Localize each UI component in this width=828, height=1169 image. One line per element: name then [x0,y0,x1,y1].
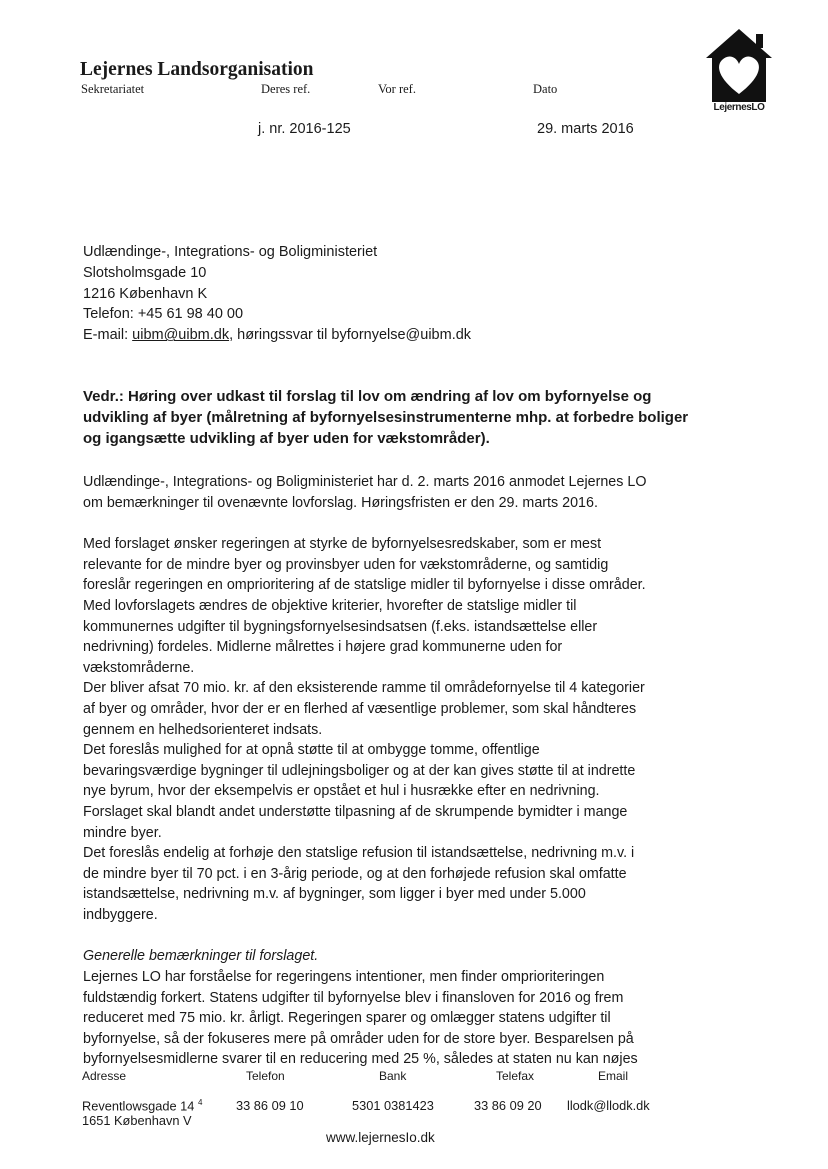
footer-phone-label: Telefon [246,1069,285,1083]
letter-body [83,472,703,1070]
body-paragraph: Der bliver afsat 70 mio. kr. af den eksisterende ramme til områdefornyelse til 4 kategorier af byer og områder, hvor der er en flerhed af væsentlige problemer, som skal håndteres gennem en helhedsorienteret indsats. [83,680,645,738]
letter-date: 29. marts 2016 [537,121,634,137]
recipient-email-line [83,325,471,346]
footer-bank: 5301 0381423 [352,1098,434,1113]
recipient-name: Udlændinge-, Integrations- og Boligministeriet [83,244,378,260]
footer-address-label: Adresse [82,1069,127,1083]
recipient-email-link[interactable]: uibm@uibm.dk [132,327,230,344]
recipient-street: Slotsholmsgade 10 [83,264,207,281]
footer-bank-label: Bank [379,1069,407,1083]
footer-email-label: Email [598,1069,629,1083]
body-paragraph: Med lovforslagets ændres de objektive kriterier, hvorefter de statslige midler til kommunernes udgifter til bygningsfornyelsesindsatsen (f.eks. istandsættelse eller nedrivning) fordeles. Midlerne målrettes i højere grad kommunerne uden for vækstområderne. [83,597,598,676]
footer-fax: 33 86 09 20 [474,1098,542,1113]
body-paragraph: Med forslaget ønsker regeringen at styrke de byfornyelsesredskaber, som er mest relevante for de mindre byer og provinsbyer uden for vækstområderne, og samtidig foreslår regeringen en omprioritering af de statslige midler til byfornyelse i disse områder. [83,536,646,594]
organization-name: Lejernes Landsorganisation [80,59,314,80]
recipient-address [83,242,471,346]
footer-address-line1: Reventlowsgade 14 [82,1098,195,1114]
body-paragraph: Forslaget skal blandt andet understøtte tilpasning af de skrumpende bymidter i mange mindre byer. [83,803,628,841]
logo-wordmark: LejernesLO [713,102,765,113]
body-paragraph: Lejernes LO har forståelse for regeringens intentioner, men finder omprioriteringen fuldstændig forkert. Statens udgifter til byfornyelse blev i finansloven for 2016 og frem reduceret med 75 mio. kr. årligt. Regeringen sparer og omlægger statens udgifter til byfornyelse, så der fokuseres mere på områder uden for de store byer. Besparelsen på byfornyelsesmidlerne svarer til en reducering med 25 %, således at staten nu kan nøjes [83,969,638,1068]
footer-address-line2: 1651 København V [82,1113,192,1129]
section-heading: Generelle bemærkninger til forslaget. [83,948,319,965]
footer-address-sup: 4 [197,1098,203,1107]
recipient-city: 1216 København K [83,285,208,302]
body-paragraph: Det foreslås endelig at forhøje den statslige refusion til istandsættelse, nedrivning m.v. i de mindre byer til 70 pct. i en 3-årig periode, og at den forhøjede refusion skal omfatte istandsættelse, nedrivning m.v. af bygninger, som ligger i byer med under 5.000 indbyggere. [83,845,635,923]
footer-website[interactable]: www.lejernesIo.dk [326,1130,435,1145]
journal-number: j. nr. 2016-125 [258,121,351,137]
intro-paragraph: Udlændinge-, Integrations- og Boligministeriet har d. 2. marts 2016 anmodet Lejernes LO om bemærkninger til ovenævnte lovforslag. Høringsfristen er den 29. marts 2016. [83,474,647,511]
our-ref-label: Vor ref. [378,82,416,96]
footer-address [82,1098,202,1128]
your-ref-label: Deres ref. [261,82,311,96]
footer-email[interactable]: llodk@llodk.dk [567,1098,650,1113]
body-paragraph: Det foreslås mulighed for at opnå støtte til at ombygge tomme, offentlige bevaringsværdige bygninger til udlejningsboliger og at der kan gives støtte til at indrette nye byrum, hvor der eksempelvis er opstået et hul i husrække efter en nedrivning. [83,742,636,800]
email-prefix: E-mail: [83,327,133,344]
subject-line: Vedr.: Høring over udkast til forslag til lov om ændring af lov om byfornyelse og udvikling af byer (målretning af byfornyelsesinstrumenterne mhp. at forbedre boliger og igangsætte udvikling af byer uden for vækstområder). [83,388,689,448]
footer-phone: 33 86 09 10 [236,1098,304,1113]
footer-fax-label: Telefax [496,1069,535,1083]
date-label: Dato [533,82,558,96]
recipient-phone: Telefon: +45 61 98 40 00 [83,306,244,323]
secretariat-label: Sekretariatet [81,82,145,96]
email-suffix: , høringssvar til byfornyelse@uibm.dk [229,327,472,344]
